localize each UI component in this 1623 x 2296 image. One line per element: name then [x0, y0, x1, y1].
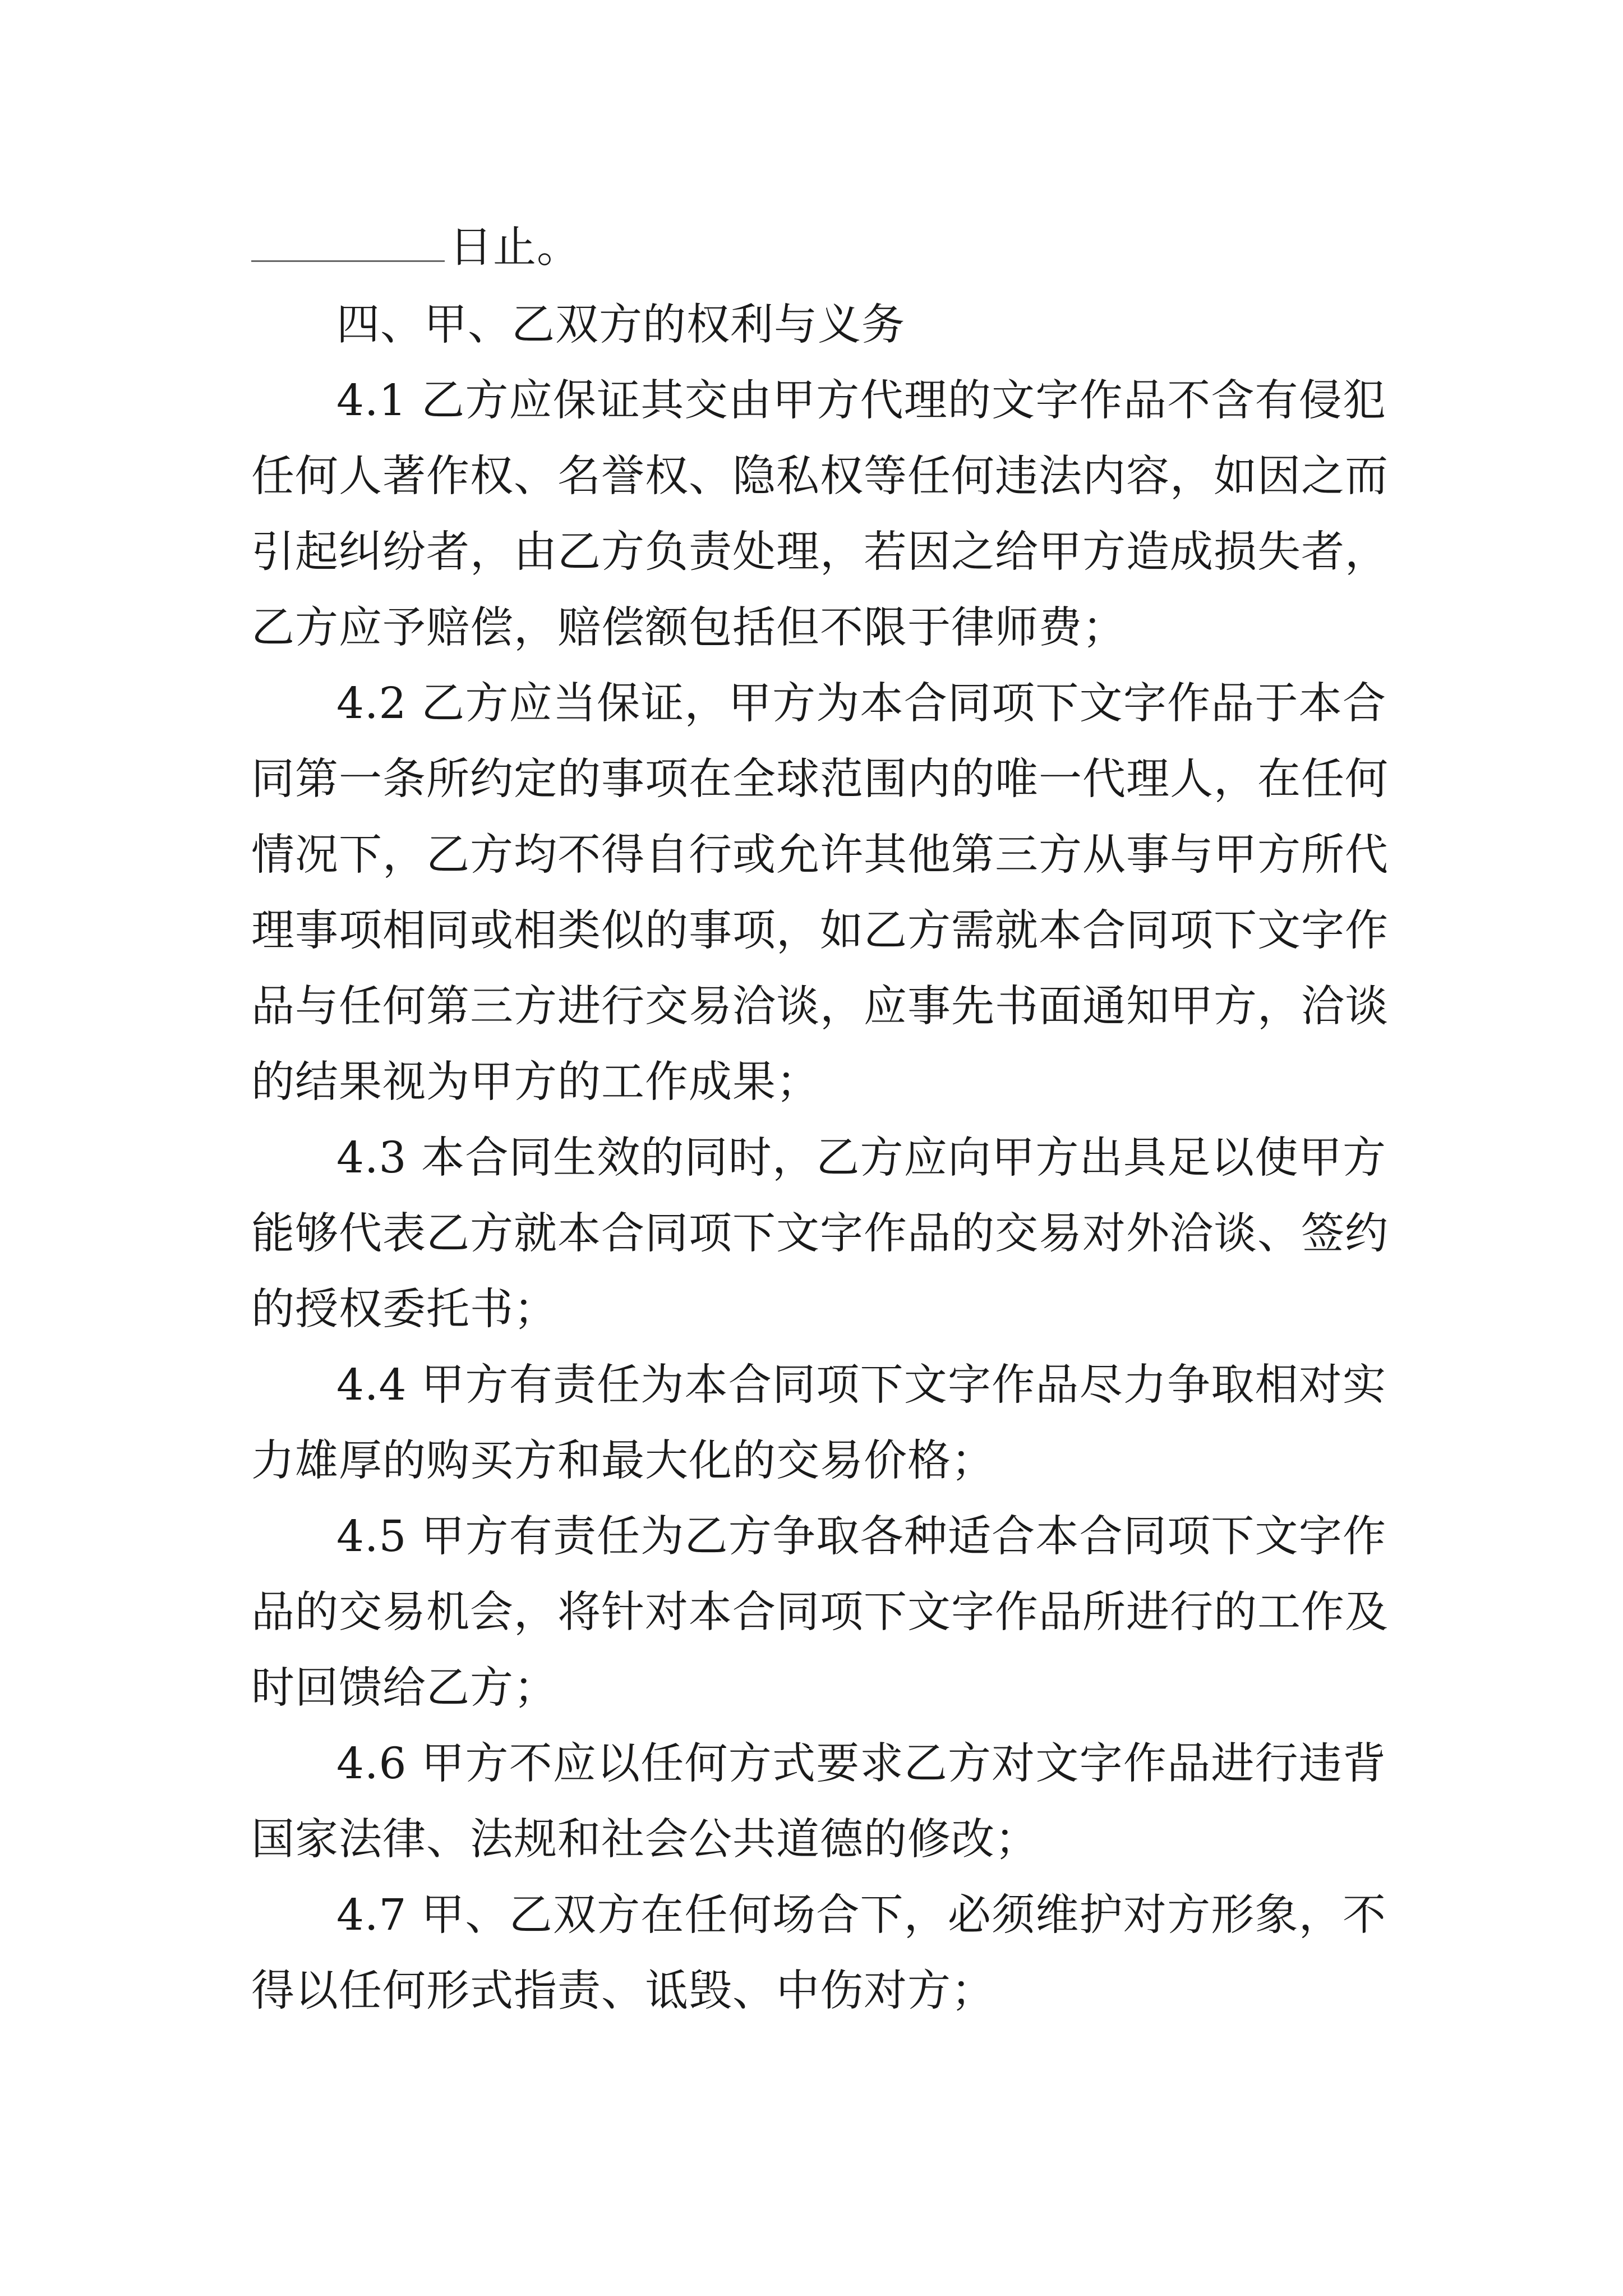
clause-4-3-line-2: 能够代表乙方就本合同项下文字作品的交易对外洽谈、签约	[251, 1209, 1389, 1259]
fill-in-blank	[251, 218, 445, 262]
clause-4-4-line-2: 力雄厚的购买方和最大化的交易价格；	[251, 1436, 995, 1486]
clause-4-2-line-3: 情况下，乙方均不得自行或允许其他第三方从事与甲方所代	[251, 830, 1389, 880]
clause-4-2-line-2: 同第一条所约定的事项在全球范围内的唯一代理人，在任何	[251, 754, 1389, 804]
clause-4-3-line-3: 的授权委托书；	[251, 1285, 557, 1335]
clause-4-1-line-2: 任何人著作权、名誉权、隐私权等任何违法内容，如因之而	[251, 452, 1389, 501]
clause-4-4-line-1: 4.4 甲方有责任为本合同项下文字作品尽力争取相对实	[336, 1360, 1386, 1410]
text-line-1	[251, 218, 580, 276]
clause-4-5-line-1: 4.5 甲方有责任为乙方争取各种适合本合同项下文字作	[336, 1512, 1386, 1562]
clause-4-1-line-3: 引起纠纷者，由乙方负责处理，若因之给甲方造成损失者，	[251, 527, 1389, 577]
clause-4-5-line-2: 品的交易机会，将针对本合同项下文字作品所进行的工作及	[251, 1588, 1389, 1637]
clause-4-2-line-6: 的结果视为甲方的工作成果；	[251, 1057, 820, 1107]
clause-4-5-line-3: 时回馈给乙方；	[251, 1663, 557, 1713]
clause-4-2-line-1: 4.2 乙方应当保证，甲方为本合同项下文字作品于本合	[336, 679, 1386, 729]
clause-4-7-line-2: 得以任何形式指责、诋毁、中伤对方；	[251, 1966, 995, 2016]
clause-4-2-line-4: 理事项相同或相类似的事项，如乙方需就本合同项下文字作	[251, 906, 1389, 956]
clause-4-1-line-4: 乙方应予赔偿，赔偿额包括但不限于律师费；	[251, 603, 1126, 653]
clause-4-2-line-5: 品与任何第三方进行交易洽谈，应事先书面通知甲方，洽谈	[251, 982, 1389, 1032]
clause-4-6-line-2: 国家法律、法规和社会公共道德的修改；	[251, 1815, 1039, 1865]
section-heading: 四、甲、乙双方的权利与义务	[336, 300, 905, 350]
clause-4-6-line-1: 4.6 甲方不应以任何方式要求乙方对文字作品进行违背	[336, 1739, 1386, 1789]
clause-4-3-line-1: 4.3 本合同生效的同时，乙方应向甲方出具足以使甲方	[336, 1133, 1386, 1183]
clause-4-7-line-1: 4.7 甲、乙双方在任何场合下，必须维护对方形象，不	[336, 1890, 1386, 1940]
line-text: 日止。	[449, 223, 580, 273]
clause-4-1-line-1: 4.1 乙方应保证其交由甲方代理的文字作品不含有侵犯	[336, 376, 1386, 426]
